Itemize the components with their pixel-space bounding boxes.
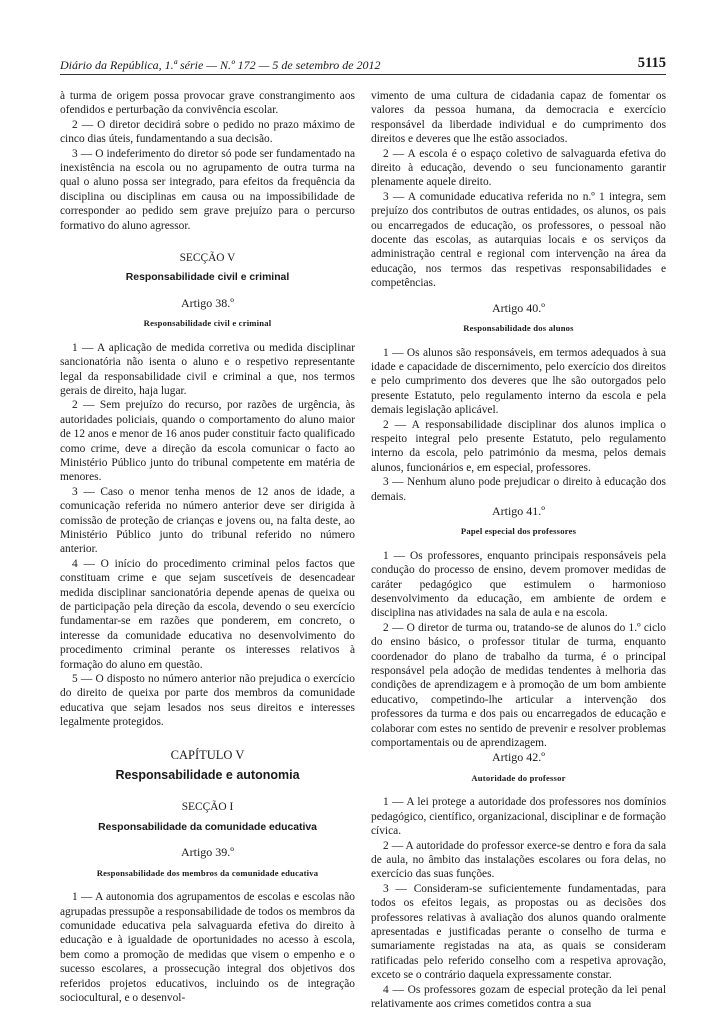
paragraph: 1 — A lei protege a autoridade dos professores nos domínios pedagógico, científico, organizacional, disciplinar e de formação cívica.	[371, 796, 666, 838]
paragraph: 2 — O diretor decidirá sobre o pedido no prazo máximo de cinco dias úteis, fundamentando a sua decisão.	[60, 118, 355, 146]
paragraph: 2 — O diretor de turma ou, tratando-se de alunos do 1.º ciclo do ensino básico, o professor titular de turma, enquanto coordenador do plano de trabalho da turma, é o principal responsável pela adoção de medidas tendentes à melhoria das condições de aprendizagem e à promoção de um bom ambiente educativo, competindo-lhe articular a intervenção dos professores da turma e dos pais ou encarregados de educação e colaborar com estes no sentido de prevenir e resolver problemas comportamentais ou de aprendizagem.	[371, 621, 666, 750]
section-label: SECÇÃO V	[179, 252, 236, 265]
paragraph: vimento de uma cultura de cidadania capaz de fomentar os valores da pessoa humana, da democracia e exercício responsável da liberdade individual e do cumprimento dos direitos e deveres que lhe estão associados.	[371, 90, 666, 146]
paragraph: 3 — Caso o menor tenha menos de 12 anos de idade, a comunicação referida no número anterior deve ser dirigida à comissão de proteção de crianças e jovens ou, na falta deste, ao Ministério Público junto do tribunal referido no número anterior.	[60, 485, 355, 556]
page-number: 5115	[637, 55, 666, 71]
paragraph: 4 — O início do procedimento criminal pelos factos que constituam crime e que sejam suscetíveis de desencadear medida disciplinar sancionatória depende apenas de queixa ou de participação pela direção da escola, devendo o seu exercício fundamentar-se em razões que ponderem, em concreto, o interesse da comunidade educativa no desenvolvimento do procedimento criminal perante os interesses relativos à formação do aluno em questão.	[60, 557, 355, 671]
article-label: Artigo 41.º	[491, 503, 546, 518]
paragraph: 4 — Os professores gozam de especial proteção da lei penal relativamente aos crimes cometidos contra a sua	[371, 983, 666, 1010]
paragraph: 2 — A autoridade do professor exerce-se dentro e fora da sala de aula, no âmbito das instalações escolares ou fora delas, no exercício das suas funções.	[371, 839, 666, 881]
paragraph: 2 — Sem prejuízo do recurso, por razões de urgência, às autoridades policiais, quando o comportamento do aluno maior de 12 anos e menor de 16 anos puder constituir facto qualificado como crime, deve a direção da escola comunicar o facto ao Ministério Público junto do tribunal competente em matéria de menores.	[60, 399, 355, 484]
paragraph: 1 — A aplicação de medida corretiva ou medida disciplinar sancionatória não isenta o aluno e o respetivo representante legal da responsabilidade civil e criminal a que, nos termos gerais de direito, haja lugar.	[60, 341, 355, 397]
article-title: Autoridade do professor	[471, 772, 566, 783]
left-column	[60, 89, 355, 1005]
article-label: Artigo 39.º	[180, 845, 235, 860]
article-label: Artigo 42.º	[491, 750, 546, 765]
paragraph: 2 — A responsabilidade disciplinar dos alunos implica o respeito integral pelo presente Estatuto, pelo regulamento interno da escola, pelo património da mesma, pelos demais alunos, funcionários e, em especial, professores.	[371, 418, 666, 474]
journal-title: Diário da República, 1.ª série — N.º 172 — 5 de setembro de 2012	[60, 58, 381, 72]
article-label: Artigo 38.º	[180, 295, 235, 310]
article-label: Artigo 40.º	[491, 300, 546, 315]
paragraph: 5 — O disposto no número anterior não prejudica o exercício do direito de queixa por parte dos membros da comunidade educativa que sejam lesados nos seus direitos e interesses legalmente protegidos.	[60, 673, 355, 729]
paragraph: 1 — Os alunos são responsáveis, em termos adequados à sua idade e capacidade de discernimento, pelo exercício dos direitos e pelo cumprimento dos deveres que lhe são outorgados pelo presente Estatuto, pelo regulamento interno da escola e pela demais legislação aplicável.	[371, 346, 666, 417]
article-title: Responsabilidade dos alunos	[463, 323, 574, 334]
paragraph: 2 — A escola é o espaço coletivo de salvaguarda efetiva do direito à educação, devendo o seu funcionamento garantir plenamente aquele direito.	[371, 147, 666, 189]
chapter-title: Responsabilidade e autonomia	[115, 768, 300, 783]
section-label: SECÇÃO I	[181, 801, 234, 814]
paragraph: 3 — Nenhum aluno pode prejudicar o direito à educação dos demais.	[371, 476, 666, 503]
section-title: Responsabilidade civil e criminal	[125, 272, 290, 284]
paragraph: 3 — A comunidade educativa referida no n.º 1 integra, sem prejuízo dos contributos de outras entidades, os alunos, os pais ou encarregados de educação, os professores, o pessoal não docente das escolas, as autarquias locais e os serviços da administração central e regional com intervenção na área da educação, nos termos das respetivas responsabilidades e competências.	[371, 190, 666, 290]
paragraph: 1 — A autonomia dos agrupamentos de escolas e escolas não agrupadas pressupõe a responsabilidade de todos os membros da comunidade educativa pela salvaguarda efetiva do direito à educação e à igualdade de oportunidades no acesso à escola, bem como a promoção de medidas que visem o empenho e o sucesso escolares, a prossecução integral dos objetivos dos referidos projetos educativos, incluindo os de integração sociocultural, e o desenvol-	[60, 891, 355, 1004]
chapter-label: CAPÍTULO V	[170, 747, 245, 762]
paragraph: 3 — Consideram-se suficientemente fundamentadas, para todos os efeitos legais, as propostas ou as decisões dos professores relativas à avaliação dos alunos quando oralmente apresentadas e justificadas perante o conselho de turma e sumariamente registadas na ata, as quais se consideram ratificadas pelo referido conselho com a respetiva aprovação, exceto se o contrário daquela expressamente constar.	[371, 882, 666, 982]
section-title: Responsabilidade da comunidade educativa	[98, 821, 317, 833]
article-title: Papel especial dos professores	[460, 526, 577, 537]
paragraph: 3 — O indeferimento do diretor só pode ser fundamentado na inexistência na escola ou no agrupamento de outra turma na qual o aluno possa ser integrado, para efeitos da frequência da disciplina ou disciplinas em causa ou na impossibilidade de corresponder ao pedido sem grave prejuízo para o percurso formativo do aluno agressor.	[60, 147, 355, 232]
paragraph: à turma de origem possa provocar grave constrangimento aos ofendidos e perturbação da convivência escolar.	[60, 90, 355, 117]
page-header	[60, 52, 666, 75]
paragraph: 1 — Os professores, enquanto principais responsáveis pela condução do processo de ensino, devem promover medidas de caráter pedagógico que estimulem o harmonioso desenvolvimento da educação, em ambiente de ordem e disciplina nas atividades na sala de aula e na escola.	[371, 549, 666, 620]
article-title: Responsabilidade civil e criminal	[143, 318, 272, 329]
right-column	[371, 89, 666, 1011]
article-title: Responsabilidade dos membros da comunidade educativa	[96, 867, 319, 878]
